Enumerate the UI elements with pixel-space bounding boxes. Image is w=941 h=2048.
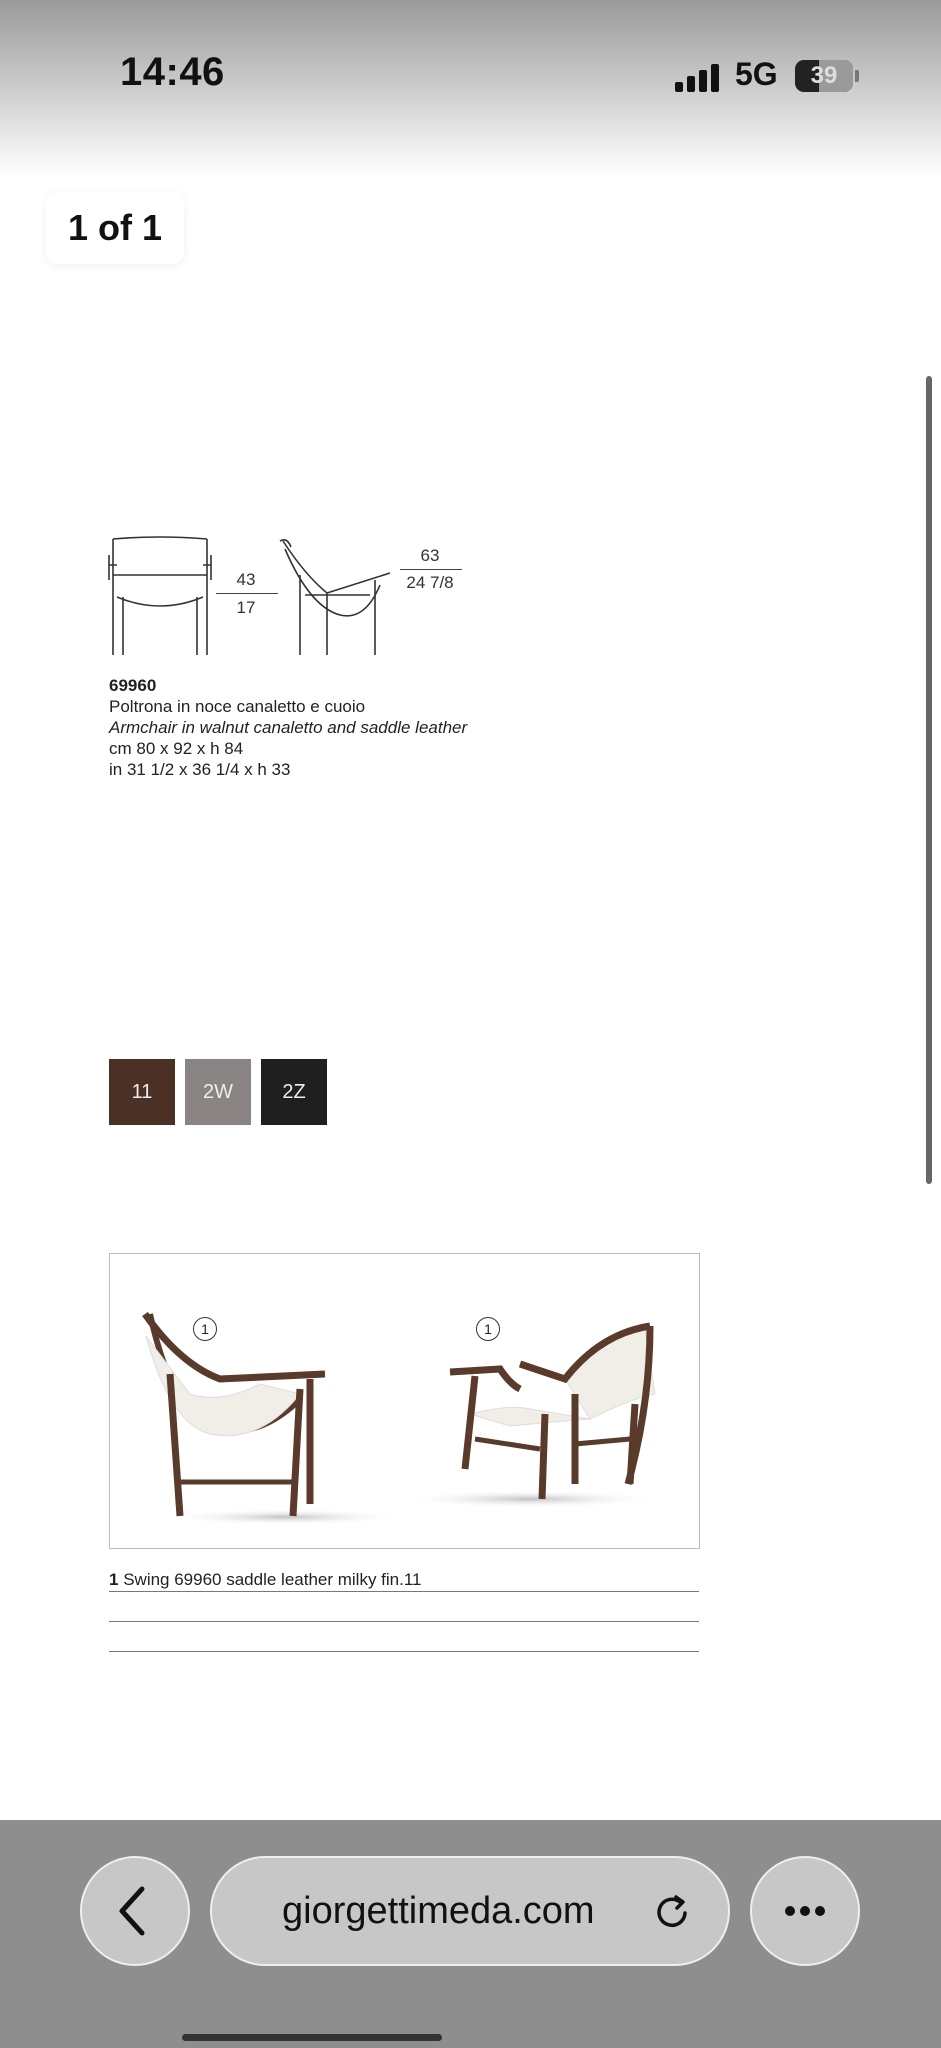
side-view-chair-drawing <box>280 540 390 655</box>
caption-divider <box>109 1591 699 1592</box>
finish-swatch: 11 <box>109 1059 175 1125</box>
signal-icon <box>675 62 721 92</box>
battery-level: 39 <box>810 62 838 89</box>
product-dimensions-cm: cm 80 x 92 x h 84 <box>109 739 244 758</box>
product-code: 69960 <box>109 676 157 695</box>
front-dimension-top: 43 <box>236 570 256 589</box>
front-dimension-line <box>216 593 278 594</box>
home-indicator[interactable] <box>182 2034 442 2041</box>
photo-marker-left: 1 <box>193 1317 217 1341</box>
front-view-chair-drawing <box>109 537 211 655</box>
network-type: 5G <box>735 56 778 92</box>
photo-caption <box>109 1570 422 1590</box>
armchair-photo-illustration <box>110 1254 699 1548</box>
address-bar-url: giorgettimeda.com <box>282 1890 595 1932</box>
battery-tip <box>855 70 859 82</box>
caption-number: 1 <box>109 1570 119 1589</box>
side-dimension-bottom: 24 7/8 <box>406 573 454 592</box>
status-time: 14:46 <box>120 50 225 94</box>
finish-swatch: 2W <box>185 1059 251 1125</box>
page-indicator: 1 of 1 <box>46 192 184 264</box>
armchair-side-view-image <box>145 1314 405 1525</box>
armchair-front-view-image <box>400 1326 660 1508</box>
chevron-left-icon <box>82 1858 188 1964</box>
product-info <box>109 675 467 780</box>
back-button[interactable] <box>80 1856 190 1966</box>
caption-divider <box>109 1621 699 1622</box>
caption-divider <box>109 1651 699 1652</box>
side-dimension-line <box>400 569 462 570</box>
side-dimension-top: 63 <box>420 546 440 565</box>
battery-icon <box>795 60 853 92</box>
more-icon <box>752 1858 858 1964</box>
scrollbar[interactable] <box>926 376 932 1184</box>
address-bar[interactable] <box>210 1856 730 1966</box>
front-dimension-bottom: 17 <box>236 598 256 617</box>
reload-icon[interactable] <box>652 1891 694 1933</box>
photo-marker-right: 1 <box>476 1317 500 1341</box>
product-name-italian: Poltrona in noce canaletto e cuoio <box>109 697 366 716</box>
caption-text: Swing 69960 saddle leather milky fin.11 <box>123 1570 422 1589</box>
more-options-button[interactable] <box>750 1856 860 1966</box>
product-dimensions-in: in 31 1/2 x 36 1/4 x h 33 <box>109 760 291 779</box>
product-name-english: Armchair in walnut canaletto and saddle leather <box>109 718 468 737</box>
finish-swatch: 2Z <box>261 1059 327 1125</box>
product-photo <box>109 1253 700 1549</box>
